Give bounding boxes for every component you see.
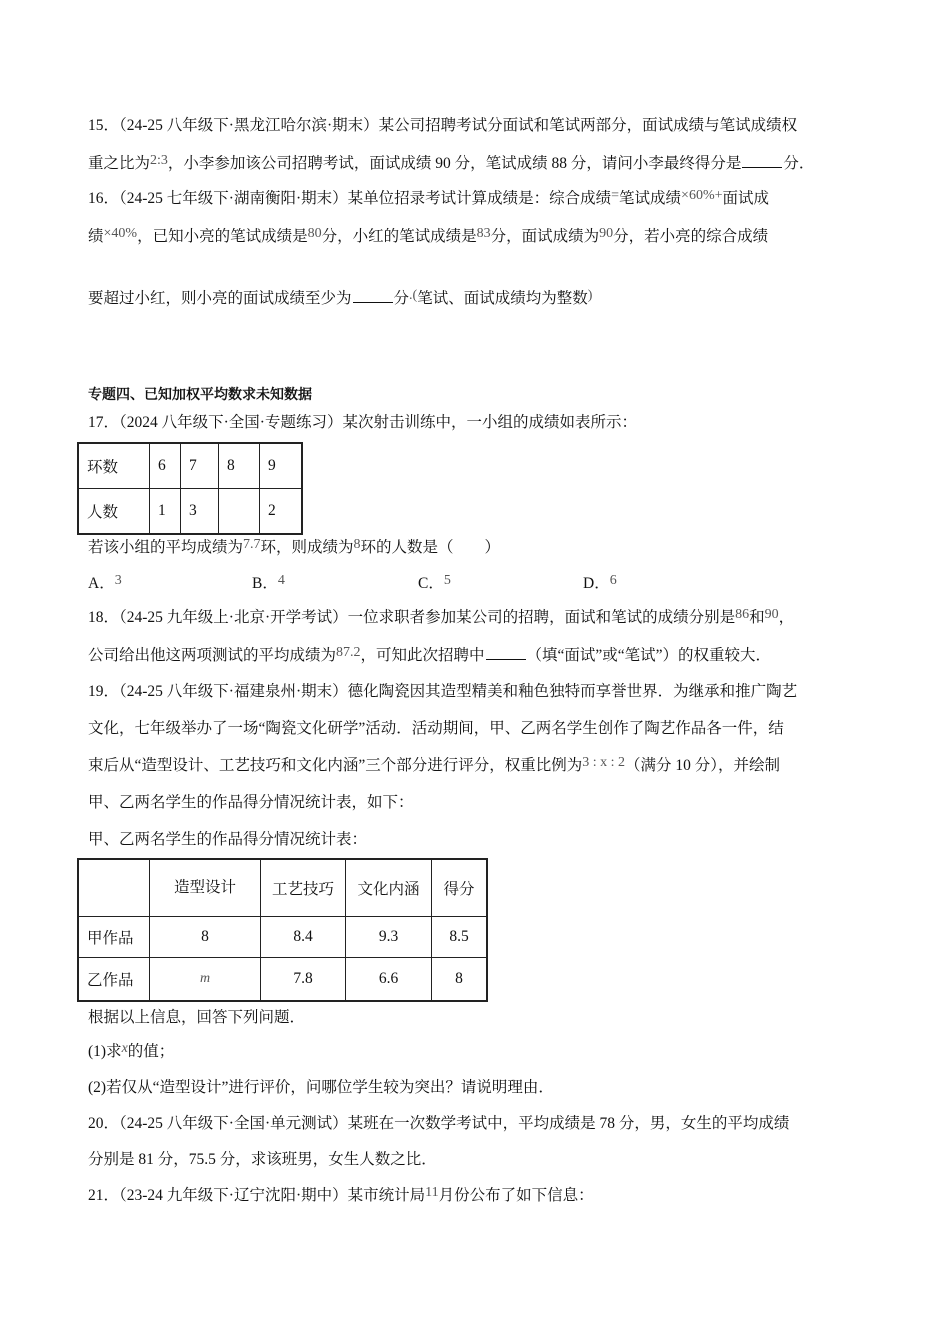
text-line — [88, 756, 780, 777]
text-segment: 16．（24-25 七年级下·湖南衡阳·期末）某单位招录考试计算成绩是：综合成绩 — [88, 190, 612, 207]
option-c — [418, 571, 451, 593]
text-segment: 分，小红的笔试成绩是 — [321, 228, 477, 245]
text-segment: 19．（24-25 八年级下·福建泉州·期末）德化陶瓷因其造型精美和釉色独特而享誉世界．为继承和推广陶艺 — [88, 683, 798, 700]
math-expression: 86 — [735, 607, 750, 622]
math-expression: ) — [587, 288, 593, 303]
text-segment: 根据以上信息，回答下列问题． — [88, 1009, 306, 1026]
text-segment: 环的人数是（ ） — [360, 539, 501, 556]
text-line — [88, 288, 592, 310]
math-expression: .( — [409, 288, 418, 303]
option-value: 6 — [609, 573, 617, 588]
table-cell: 8.4 — [261, 916, 346, 957]
option-label: C． — [418, 575, 444, 592]
table-row — [78, 489, 302, 535]
option-a — [88, 571, 122, 593]
table-header-cell: 得分 — [432, 859, 488, 916]
text-segment: 笔试、面试成绩均为整数 — [417, 290, 588, 307]
option-value: 3 — [114, 573, 122, 588]
text-segment: 20．（24-25 八年级下·全国·单元测试）某班在一次数学考试中，平均成绩是 78 分，男，女生的平均成绩 — [88, 1115, 790, 1132]
table-header-cell — [78, 859, 150, 916]
text-segment: 17．（2024 八年级下·全国·专题练习）某次射击训练中，一小组的成绩如表所示： — [88, 414, 637, 431]
text-segment: 重之比为 — [88, 155, 151, 172]
text-line — [88, 1008, 305, 1028]
option-value: 4 — [277, 573, 285, 588]
text-line — [88, 189, 769, 210]
text-segment: 面试成 — [722, 190, 770, 207]
text-line — [88, 413, 637, 433]
answer-blank — [742, 153, 782, 168]
table-cell: 9.3 — [346, 916, 432, 957]
table-cell: 8 — [432, 957, 488, 1001]
section-heading — [88, 385, 312, 405]
text-line — [88, 719, 784, 739]
option-b — [252, 571, 285, 593]
option-label: D． — [583, 575, 610, 592]
text-segment: 分，面试成绩为 — [490, 228, 600, 245]
shooting-score-table — [77, 442, 303, 535]
math-expression: 3 : x : 2 — [582, 755, 626, 770]
math-expression: 87.2 — [336, 645, 361, 660]
text-segment: 要超过小红，则小亮的面试成绩至少为 — [88, 290, 352, 307]
text-line — [88, 645, 771, 667]
text-line — [88, 1114, 789, 1134]
table-cell: 6 — [150, 443, 181, 489]
text-segment: 分． — [783, 155, 815, 172]
text-segment: 环，则成绩为 — [260, 539, 354, 556]
table-cell: 3 — [181, 489, 219, 535]
table-cell: 乙作品 — [78, 957, 150, 1001]
text-line — [88, 153, 814, 175]
text-line — [88, 538, 500, 559]
text-segment: 甲、乙两名学生的作品得分情况统计表： — [88, 831, 368, 848]
answer-blank — [353, 288, 393, 303]
table-header-cell: 造型设计 — [150, 859, 261, 916]
text-line — [88, 830, 367, 850]
math-expression: 7.7 — [243, 537, 261, 552]
answer-blank — [486, 645, 526, 660]
text-line — [88, 608, 794, 629]
math-expression: 80 — [307, 226, 322, 241]
option-value: 5 — [443, 573, 451, 588]
table-cell — [219, 489, 260, 535]
math-expression: 11 — [425, 1185, 439, 1200]
table-cell: 9 — [260, 443, 303, 489]
table-cell: 1 — [150, 489, 181, 535]
text-segment: 15．（24-25 八年级下·黑龙江哈尔滨·期末）某公司招聘考试分面试和笔试两部分，面试成绩与笔试成绩权 — [88, 117, 798, 134]
math-expression: ×60%+ — [681, 188, 723, 203]
text-line — [88, 1150, 437, 1170]
math-expression: ×40% — [103, 226, 138, 241]
table-cell: m — [150, 957, 261, 1001]
text-segment: ，小李参加该公司招聘考试，面试成绩 90 分，笔试成绩 88 分，请问小李最终得分是 — [167, 155, 742, 172]
text-segment: （满分 10 分），并绘制 — [625, 757, 781, 774]
table-cell: 甲作品 — [78, 916, 150, 957]
text-segment: 公司给出他这两项测试的平均成绩为 — [88, 647, 337, 664]
text-line — [88, 1078, 554, 1098]
text-segment: 和 — [749, 609, 765, 626]
table-cell: 人数 — [78, 489, 150, 535]
option-d — [583, 571, 617, 593]
text-segment: 若该小组的平均成绩为 — [88, 539, 244, 556]
table-cell: 6.6 — [346, 957, 432, 1001]
table-header-cell: 文化内涵 — [346, 859, 432, 916]
text-segment: 笔试成绩 — [619, 190, 682, 207]
text-segment: 束后从“造型设计、工艺技巧和文化内涵”三个部分进行评分，权重比例为 — [88, 757, 583, 774]
table-header-cell: 工艺技巧 — [261, 859, 346, 916]
text-line — [88, 1186, 594, 1207]
math-expression: 8 — [353, 537, 361, 552]
math-expression: 90 — [764, 607, 779, 622]
math-expression: x — [121, 1041, 128, 1056]
text-segment: 分别是 81 分，75.5 分，求该班男，女生人数之比． — [88, 1151, 437, 1168]
table-row — [78, 957, 487, 1001]
text-segment: 绩 — [88, 228, 104, 245]
text-segment: 分，若小亮的综合成绩 — [613, 228, 769, 245]
text-segment: (1)求 — [88, 1043, 122, 1060]
table-cell: 环数 — [78, 443, 150, 489]
text-line — [88, 116, 797, 136]
text-segment: ，已知小亮的笔试成绩是 — [137, 228, 308, 245]
math-expression: = — [611, 188, 620, 203]
text-line — [88, 1042, 174, 1063]
table-header-row — [78, 859, 487, 916]
text-line — [88, 682, 797, 702]
table-cell: 8.5 — [432, 916, 488, 957]
table-cell: 7 — [181, 443, 219, 489]
text-segment: 甲、乙两名学生的作品得分情况统计表，如下： — [88, 794, 414, 811]
text-segment: ，可知此次招聘中 — [360, 647, 485, 664]
text-line — [88, 227, 768, 248]
text-line — [88, 793, 414, 813]
math-expression: 2:3 — [150, 153, 168, 168]
table-cell: 7.8 — [261, 957, 346, 1001]
text-segment: （填“面试”或“笔试”）的权重较大． — [526, 647, 772, 664]
text-segment: ， — [778, 609, 795, 626]
text-segment: 分 — [393, 290, 410, 307]
text-segment: 18．（24-25 九年级上·北京·开学考试）一位求职者参加某公司的招聘，面试和笔试的成绩分别是 — [88, 609, 736, 626]
table-cell: 8 — [219, 443, 260, 489]
pottery-score-table — [77, 858, 488, 1002]
table-cell: 2 — [260, 489, 303, 535]
table-cell: 8 — [150, 916, 261, 957]
option-label: A． — [88, 575, 115, 592]
text-segment: 21．（23-24 九年级下·辽宁沈阳·期中）某市统计局 — [88, 1187, 426, 1204]
text-segment: 的值； — [127, 1043, 175, 1060]
table-row — [78, 916, 487, 957]
text-segment: 专题四、已知加权平均数求未知数据 — [88, 387, 312, 403]
text-segment: 文化，七年级举办了一场“陶瓷文化研学”活动．活动期间，甲、乙两名学生创作了陶艺作品各一件，结 — [88, 720, 784, 737]
table-row — [78, 443, 302, 489]
math-expression: 83 — [476, 226, 491, 241]
option-label: B． — [252, 575, 278, 592]
math-expression: 90 — [599, 226, 614, 241]
text-segment: (2)若仅从“造型设计”进行评价，问哪位学生较为突出？请说明理由． — [88, 1079, 554, 1096]
text-segment: 月份公布了如下信息： — [438, 1187, 594, 1204]
